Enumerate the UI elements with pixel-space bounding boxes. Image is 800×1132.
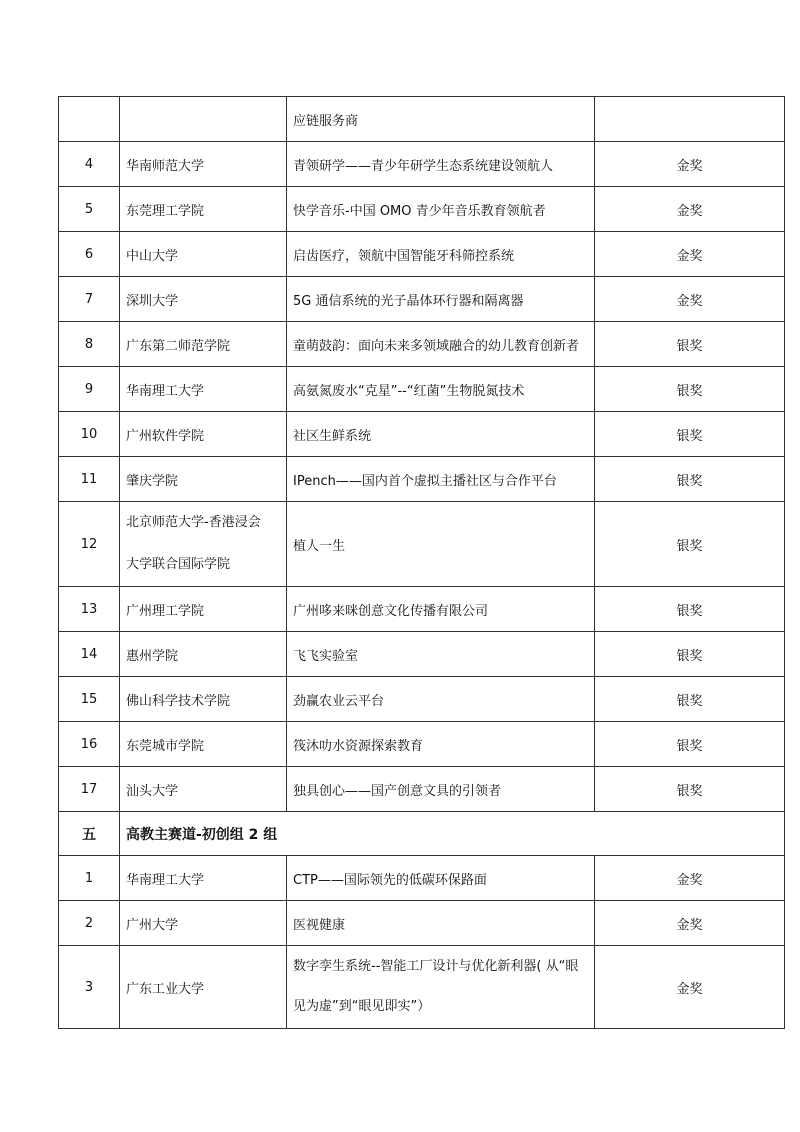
project-name: 医视健康 bbox=[287, 901, 595, 946]
row-number: 7 bbox=[59, 277, 120, 322]
award-level: 银奖 bbox=[595, 722, 785, 767]
school-name: 广州大学 bbox=[120, 901, 287, 946]
school-name: 广州软件学院 bbox=[120, 412, 287, 457]
table-row bbox=[59, 142, 785, 187]
award-level: 银奖 bbox=[595, 502, 785, 587]
school-name: 华南理工大学 bbox=[120, 856, 287, 901]
project-name bbox=[287, 946, 595, 1029]
project-name: 启齿医疗，领航中国智能牙科筛控系统 bbox=[287, 232, 595, 277]
school-name: 汕头大学 bbox=[120, 767, 287, 812]
awards-table bbox=[58, 96, 785, 1029]
row-number: 4 bbox=[59, 142, 120, 187]
table-row bbox=[59, 187, 785, 232]
section-number: 五 bbox=[59, 812, 120, 856]
row-number: 16 bbox=[59, 722, 120, 767]
school-name: 华南师范大学 bbox=[120, 142, 287, 187]
project-name: 童萌鼓韵：面向未来多领域融合的幼儿教育创新者 bbox=[287, 322, 595, 367]
section-title: 高教主赛道-初创组 2 组 bbox=[120, 812, 785, 856]
project-name: CTP——国际领先的低碳环保路面 bbox=[287, 856, 595, 901]
table-row bbox=[59, 677, 785, 722]
project-name: 独具创心——国产创意文具的引领者 bbox=[287, 767, 595, 812]
project-name: 青领研学——青少年研学生态系统建设领航人 bbox=[287, 142, 595, 187]
table-row bbox=[59, 457, 785, 502]
table-row bbox=[59, 322, 785, 367]
school-name-line: 大学联合国际学院 bbox=[126, 557, 231, 572]
table-row bbox=[59, 97, 785, 142]
school-name bbox=[120, 502, 287, 587]
award-level: 银奖 bbox=[595, 322, 785, 367]
awards-table-body bbox=[59, 97, 785, 1029]
row-number: 2 bbox=[59, 901, 120, 946]
project-name: 筏沐叻水资源探索教育 bbox=[287, 722, 595, 767]
table-row bbox=[59, 946, 785, 1029]
school-name-line: 北京师范大学-香港浸会 bbox=[126, 515, 261, 530]
row-number: 8 bbox=[59, 322, 120, 367]
award-level: 银奖 bbox=[595, 367, 785, 412]
row-number: 17 bbox=[59, 767, 120, 812]
project-name: 劲赢农业云平台 bbox=[287, 677, 595, 722]
school-name: 广东第二师范学院 bbox=[120, 322, 287, 367]
award-level: 银奖 bbox=[595, 632, 785, 677]
project-name: 快学音乐-中国 OMO 青少年音乐教育领航者 bbox=[287, 187, 595, 232]
award-level: 金奖 bbox=[595, 187, 785, 232]
project-name-line: 见为虚”到“眼见即实”） bbox=[293, 999, 431, 1014]
row-number: 5 bbox=[59, 187, 120, 232]
school-name: 广州理工学院 bbox=[120, 587, 287, 632]
award-level: 金奖 bbox=[595, 901, 785, 946]
school-name: 广东工业大学 bbox=[120, 946, 287, 1029]
school-name: 中山大学 bbox=[120, 232, 287, 277]
table-row bbox=[59, 277, 785, 322]
award-level: 金奖 bbox=[595, 277, 785, 322]
school-name: 东莞城市学院 bbox=[120, 722, 287, 767]
table-row bbox=[59, 502, 785, 587]
row-number bbox=[59, 97, 120, 142]
school-name: 华南理工大学 bbox=[120, 367, 287, 412]
table-row bbox=[59, 232, 785, 277]
table-row bbox=[59, 722, 785, 767]
row-number: 6 bbox=[59, 232, 120, 277]
project-name: 5G 通信系统的光子晶体环行器和隔离器 bbox=[287, 277, 595, 322]
project-name: 广州哆来咪创意文化传播有限公司 bbox=[287, 587, 595, 632]
row-number: 11 bbox=[59, 457, 120, 502]
table-row bbox=[59, 412, 785, 457]
table-row bbox=[59, 767, 785, 812]
project-name-line: 数字孪生系统--智能工厂设计与优化新利器( 从“眼 bbox=[293, 959, 579, 974]
table-row bbox=[59, 901, 785, 946]
award-level: 银奖 bbox=[595, 457, 785, 502]
table-row bbox=[59, 587, 785, 632]
school-name: 深圳大学 bbox=[120, 277, 287, 322]
project-name: 植人一生 bbox=[287, 502, 595, 587]
table-row bbox=[59, 856, 785, 901]
row-number: 10 bbox=[59, 412, 120, 457]
row-number: 3 bbox=[59, 946, 120, 1029]
award-level: 银奖 bbox=[595, 412, 785, 457]
award-level: 银奖 bbox=[595, 587, 785, 632]
award-level: 金奖 bbox=[595, 856, 785, 901]
project-name: 社区生鲜系统 bbox=[287, 412, 595, 457]
school-name: 佛山科学技术学院 bbox=[120, 677, 287, 722]
row-number: 14 bbox=[59, 632, 120, 677]
award-level bbox=[595, 97, 785, 142]
award-level: 金奖 bbox=[595, 142, 785, 187]
project-name: 高氨氮废水“克星”--“红菌”生物脱氮技术 bbox=[287, 367, 595, 412]
table-row bbox=[59, 367, 785, 412]
award-level: 银奖 bbox=[595, 677, 785, 722]
school-name bbox=[120, 97, 287, 142]
row-number: 13 bbox=[59, 587, 120, 632]
row-number: 12 bbox=[59, 502, 120, 587]
school-name: 惠州学院 bbox=[120, 632, 287, 677]
row-number: 15 bbox=[59, 677, 120, 722]
award-level: 金奖 bbox=[595, 232, 785, 277]
project-name: IPench——国内首个虚拟主播社区与合作平台 bbox=[287, 457, 595, 502]
row-number: 1 bbox=[59, 856, 120, 901]
table-row bbox=[59, 632, 785, 677]
project-name: 应链服务商 bbox=[287, 97, 595, 142]
school-name: 东莞理工学院 bbox=[120, 187, 287, 232]
project-name: 飞飞实验室 bbox=[287, 632, 595, 677]
school-name: 肇庆学院 bbox=[120, 457, 287, 502]
award-level: 银奖 bbox=[595, 767, 785, 812]
section-header-row bbox=[59, 812, 785, 856]
row-number: 9 bbox=[59, 367, 120, 412]
award-level: 金奖 bbox=[595, 946, 785, 1029]
